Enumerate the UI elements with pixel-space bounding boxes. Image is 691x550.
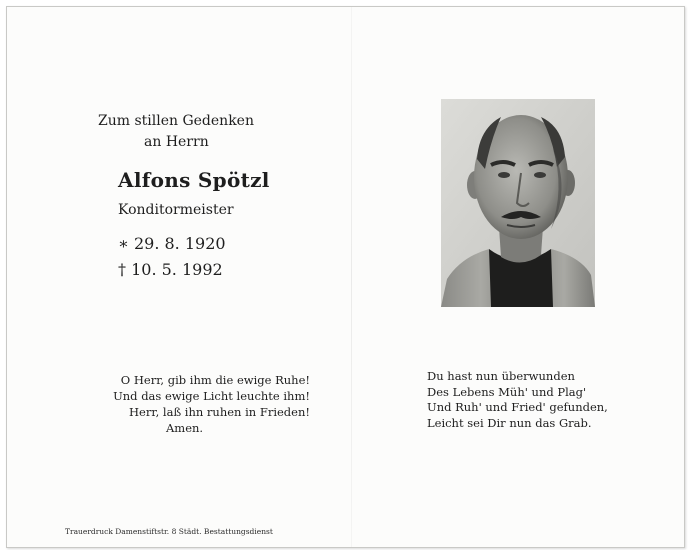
- poem-line-3: Und Ruh' und Fried' gefunden,: [427, 400, 608, 414]
- poem-line-2: Des Lebens Müh' und Plag': [427, 384, 587, 399]
- poem-line-1: Du hast nun überwunden: [427, 369, 575, 383]
- death-date: † 10. 5. 1992: [118, 260, 223, 279]
- profession: Konditormeister: [118, 202, 234, 218]
- prayer-line-4: Amen.: [166, 421, 204, 435]
- deceased-name: Alfons Spötzl: [118, 168, 270, 192]
- prayer-block: [65, 372, 310, 436]
- prayer-line-3: Herr, laß ihn ruhen in Frieden!: [129, 405, 310, 419]
- poem-block: [427, 369, 608, 431]
- prayer-line-2: Und das ewige Licht leuchte ihm!: [113, 389, 310, 403]
- intro-line-2: an Herrn: [144, 134, 209, 150]
- card-fold: [351, 7, 352, 547]
- birth-date: ∗ 29. 8. 1920: [118, 234, 226, 253]
- memorial-card: [6, 6, 685, 548]
- portrait-photo: [441, 99, 595, 307]
- intro-line-1: Zum stillen Gedenken: [98, 113, 254, 129]
- prayer-line-1: O Herr, gib ihm die ewige Ruhe!: [120, 373, 310, 387]
- printer-imprint: Trauerdruck Damenstiftstr. 8 Städt. Bestattungsdienst: [65, 527, 273, 536]
- poem-line-4: Leicht sei Dir nun das Grab.: [427, 415, 592, 430]
